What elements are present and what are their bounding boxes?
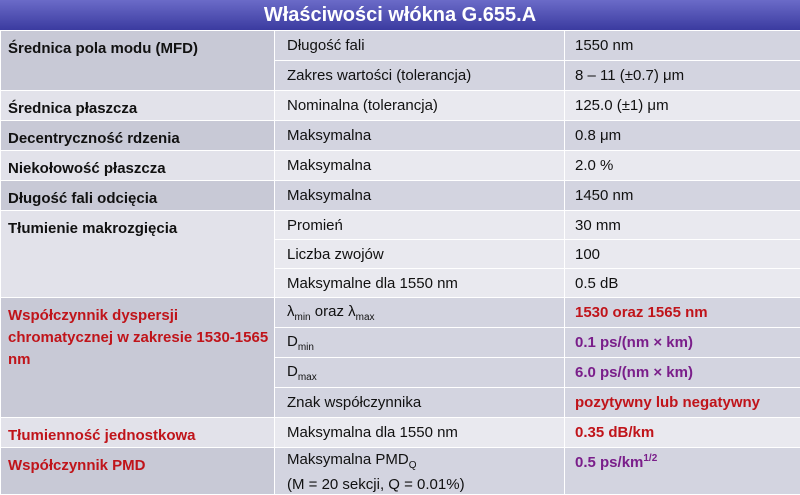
row-label-core-eccentricity: Decentryczność rdzenia	[1, 121, 275, 151]
d-symbol: D	[287, 332, 298, 350]
param-radius: Promień	[275, 211, 565, 240]
dmax-subscript: max	[297, 371, 317, 383]
pmd-param-subscript: Q	[408, 460, 417, 471]
row-label-cladding-noncircularity: Niekołowość płaszcza	[1, 151, 275, 181]
param-sign: Znak współczynnika	[275, 388, 565, 418]
param-turns: Liczba zwojów	[275, 240, 565, 269]
value-dmax: 6.0 ps/(nm × km)	[565, 358, 800, 388]
param-max-1550: Maksymalne dla 1550 nm	[275, 269, 565, 298]
param-cladding-noncircularity: Maksymalna	[275, 151, 565, 181]
lambda-symbol: λ	[287, 302, 295, 320]
table-row	[1, 121, 800, 151]
pmd-param-base: Maksymalna PMD	[287, 451, 409, 468]
table-row	[1, 448, 800, 495]
lambda-min-subscript: min	[294, 311, 311, 323]
pmd-param-line1	[287, 451, 417, 471]
row-label-pmd: Współczynnik PMD	[1, 448, 275, 495]
row-label-cutoff-wavelength: Długość fali odcięcia	[1, 181, 275, 211]
value-wavelength: 1550 nm	[565, 31, 800, 61]
param-attenuation: Maksymalna dla 1550 nm	[275, 418, 565, 448]
param-core-eccentricity: Maksymalna	[275, 121, 565, 151]
row-label-macrobend-loss: Tłumienie makrozgięcia	[1, 211, 275, 298]
value-pmd	[565, 448, 800, 495]
properties-table	[0, 30, 800, 495]
row-label-attenuation: Tłumienność jednostkowa	[1, 418, 275, 448]
row-label-cladding-diameter: Średnica płaszcza	[1, 91, 275, 121]
value-cutoff-wavelength: 1450 nm	[565, 181, 800, 211]
table-row	[1, 298, 800, 328]
dmin-subscript: min	[297, 341, 314, 353]
value-cladding-noncircularity: 2.0 %	[565, 151, 800, 181]
param-range: Zakres wartości (tolerancja)	[275, 61, 565, 91]
pmd-param-line2: (M = 20 sekcji, Q = 0.01%)	[287, 476, 465, 493]
table-row	[1, 151, 800, 181]
value-core-eccentricity: 0.8 μm	[565, 121, 800, 151]
lambda-connector: oraz	[310, 302, 349, 320]
d-symbol: D	[287, 362, 298, 380]
param-lambda-range	[275, 298, 565, 328]
table-row	[1, 418, 800, 448]
lambda-max-subscript: max	[355, 311, 375, 323]
value-attenuation: 0.35 dB/km	[565, 418, 800, 448]
table-row	[1, 91, 800, 121]
value-radius: 30 mm	[565, 211, 800, 240]
value-range: 8 – 11 (±0.7) μm	[565, 61, 800, 91]
param-cladding-diameter: Nominalna (tolerancja)	[275, 91, 565, 121]
row-label-mfd: Średnica pola modu (MFD)	[1, 31, 275, 91]
table-row	[1, 211, 800, 240]
table-row	[1, 181, 800, 211]
row-label-chromatic-dispersion: Współczynnik dyspersji chromatycznej w zakresie 1530-1565 nm	[1, 298, 275, 418]
pmd-value-exponent: 1/2	[643, 453, 658, 464]
value-sign: pozytywny lub negatywny	[565, 388, 800, 418]
param-cutoff-wavelength: Maksymalna	[275, 181, 565, 211]
param-dmin	[275, 328, 565, 358]
value-lambda-range: 1530 oraz 1565 nm	[565, 298, 800, 328]
value-cladding-diameter: 125.0 (±1) μm	[565, 91, 800, 121]
table-row	[1, 31, 800, 61]
lambda-symbol: λ	[348, 302, 356, 320]
param-pmd	[275, 448, 565, 495]
param-dmax	[275, 358, 565, 388]
pmd-value-base: 0.5 ps/km	[575, 454, 644, 471]
table-title: Właściwości włókna G.655.A	[0, 0, 800, 30]
value-dmin: 0.1 ps/(nm × km)	[565, 328, 800, 358]
value-turns: 100	[565, 240, 800, 269]
value-max-1550: 0.5 dB	[565, 269, 800, 298]
param-wavelength: Długość fali	[275, 31, 565, 61]
